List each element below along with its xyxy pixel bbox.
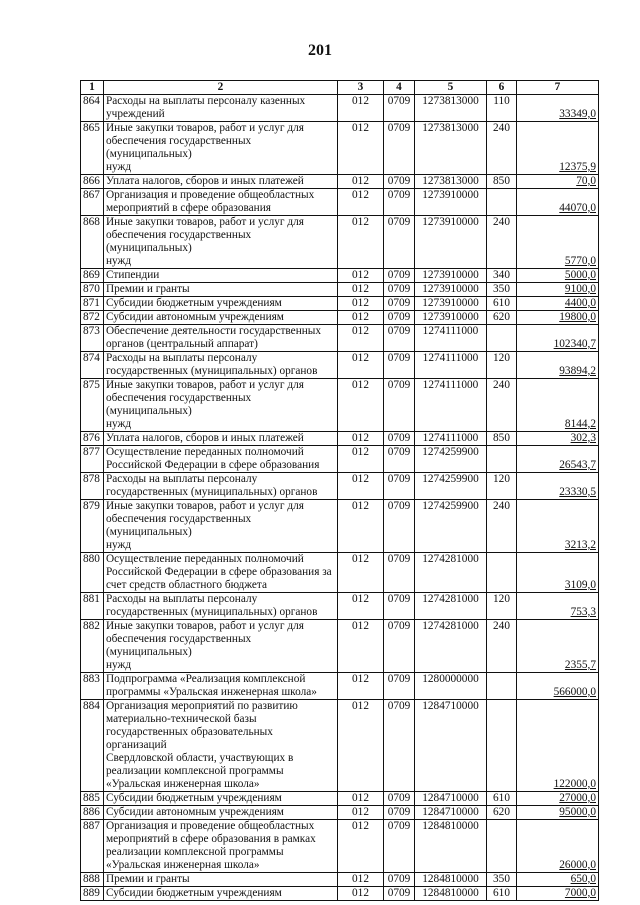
section-code-cell: 0709 bbox=[384, 216, 415, 269]
target-article-code-cell: 1273910000 bbox=[415, 269, 487, 283]
expense-type-code-cell: 350 bbox=[487, 873, 517, 887]
target-article-code-cell: 1274281000 bbox=[415, 620, 487, 673]
row-number-cell: 889 bbox=[81, 887, 104, 901]
amount-cell: 26543,7 bbox=[517, 446, 599, 473]
ministry-code-cell: 012 bbox=[338, 553, 384, 593]
description-cell: Расходы на выплаты персоналу казенных учреждений bbox=[104, 95, 338, 122]
ministry-code-cell: 012 bbox=[338, 887, 384, 901]
description-cell: Иные закупки товаров, работ и услуг для обеспечения государственных (муниципальных) нужд bbox=[104, 122, 338, 175]
section-code-cell: 0709 bbox=[384, 792, 415, 806]
ministry-code-cell: 012 bbox=[338, 189, 384, 216]
table-row bbox=[81, 446, 599, 473]
section-code-cell: 0709 bbox=[384, 95, 415, 122]
target-article-code-cell: 1273910000 bbox=[415, 216, 487, 269]
amount-cell: 70,0 bbox=[517, 175, 599, 189]
table-row bbox=[81, 297, 599, 311]
description-cell: Подпрограмма «Реализация комплексной программы «Уральская инженерная школа» bbox=[104, 673, 338, 700]
ministry-code-cell: 012 bbox=[338, 175, 384, 189]
amount-cell: 3109,0 bbox=[517, 553, 599, 593]
table-row bbox=[81, 122, 599, 175]
amount-cell: 302,3 bbox=[517, 432, 599, 446]
description-cell: Организация мероприятий по развитию материально-технической базы государственных образовательных организаций Свердловской области, участвующих в реализации комплексной программы «Уральская инженерная школа» bbox=[104, 700, 338, 792]
expense-type-code-cell bbox=[487, 446, 517, 473]
table-row bbox=[81, 269, 599, 283]
expense-type-code-cell: 610 bbox=[487, 887, 517, 901]
column-header-4: 4 bbox=[384, 81, 415, 95]
amount-cell: 27000,0 bbox=[517, 792, 599, 806]
expense-type-code-cell: 610 bbox=[487, 297, 517, 311]
expense-type-code-cell bbox=[487, 700, 517, 792]
section-code-cell: 0709 bbox=[384, 873, 415, 887]
amount-cell: 2355,7 bbox=[517, 620, 599, 673]
description-cell: Уплата налогов, сборов и иных платежей bbox=[104, 432, 338, 446]
section-code-cell: 0709 bbox=[384, 887, 415, 901]
table-row bbox=[81, 873, 599, 887]
section-code-cell: 0709 bbox=[384, 593, 415, 620]
description-cell: Осуществление переданных полномочий Российской Федерации в сфере образования за счет средств областного бюджета bbox=[104, 553, 338, 593]
target-article-code-cell: 1274281000 bbox=[415, 593, 487, 620]
description-cell: Расходы на выплаты персоналу государственных (муниципальных) органов bbox=[104, 593, 338, 620]
ministry-code-cell: 012 bbox=[338, 379, 384, 432]
column-header-1: 1 bbox=[81, 81, 104, 95]
description-cell: Премии и гранты bbox=[104, 283, 338, 297]
table-row bbox=[81, 352, 599, 379]
row-number-cell: 887 bbox=[81, 820, 104, 873]
description-cell: Иные закупки товаров, работ и услуг для обеспечения государственных (муниципальных) нужд bbox=[104, 216, 338, 269]
table-row bbox=[81, 189, 599, 216]
ministry-code-cell: 012 bbox=[338, 311, 384, 325]
row-number-cell: 868 bbox=[81, 216, 104, 269]
expense-type-code-cell bbox=[487, 820, 517, 873]
section-code-cell: 0709 bbox=[384, 352, 415, 379]
ministry-code-cell: 012 bbox=[338, 673, 384, 700]
amount-cell: 23330,5 bbox=[517, 473, 599, 500]
expense-type-code-cell bbox=[487, 673, 517, 700]
ministry-code-cell: 012 bbox=[338, 297, 384, 311]
section-code-cell: 0709 bbox=[384, 473, 415, 500]
ministry-code-cell: 012 bbox=[338, 500, 384, 553]
description-cell: Субсидии бюджетным учреждениям bbox=[104, 792, 338, 806]
ministry-code-cell: 012 bbox=[338, 473, 384, 500]
target-article-code-cell: 1274111000 bbox=[415, 379, 487, 432]
section-code-cell: 0709 bbox=[384, 379, 415, 432]
section-code-cell: 0709 bbox=[384, 820, 415, 873]
expense-type-code-cell: 350 bbox=[487, 283, 517, 297]
target-article-code-cell: 1284810000 bbox=[415, 887, 487, 901]
ministry-code-cell: 012 bbox=[338, 325, 384, 352]
amount-cell: 44070,0 bbox=[517, 189, 599, 216]
target-article-code-cell: 1273813000 bbox=[415, 122, 487, 175]
table-row bbox=[81, 792, 599, 806]
ministry-code-cell: 012 bbox=[338, 283, 384, 297]
amount-cell: 93894,2 bbox=[517, 352, 599, 379]
amount-cell: 95000,0 bbox=[517, 806, 599, 820]
amount-cell: 12375,9 bbox=[517, 122, 599, 175]
expense-type-code-cell: 620 bbox=[487, 806, 517, 820]
expense-type-code-cell bbox=[487, 553, 517, 593]
table-row bbox=[81, 593, 599, 620]
description-cell: Субсидии автономным учреждениям bbox=[104, 806, 338, 820]
description-cell: Расходы на выплаты персоналу государственных (муниципальных) органов bbox=[104, 473, 338, 500]
ministry-code-cell: 012 bbox=[338, 269, 384, 283]
table-row bbox=[81, 325, 599, 352]
target-article-code-cell: 1280000000 bbox=[415, 673, 487, 700]
section-code-cell: 0709 bbox=[384, 620, 415, 673]
target-article-code-cell: 1284710000 bbox=[415, 792, 487, 806]
expense-type-code-cell: 110 bbox=[487, 95, 517, 122]
target-article-code-cell: 1274281000 bbox=[415, 553, 487, 593]
ministry-code-cell: 012 bbox=[338, 216, 384, 269]
description-cell: Организация и проведение общеобластных мероприятий в сфере образования bbox=[104, 189, 338, 216]
row-number-cell: 864 bbox=[81, 95, 104, 122]
column-header-7: 7 bbox=[517, 81, 599, 95]
description-cell: Субсидии бюджетным учреждениям bbox=[104, 297, 338, 311]
row-number-cell: 879 bbox=[81, 500, 104, 553]
row-number-cell: 886 bbox=[81, 806, 104, 820]
amount-cell: 566000,0 bbox=[517, 673, 599, 700]
target-article-code-cell: 1273910000 bbox=[415, 189, 487, 216]
row-number-cell: 867 bbox=[81, 189, 104, 216]
target-article-code-cell: 1273813000 bbox=[415, 95, 487, 122]
expense-type-code-cell: 240 bbox=[487, 216, 517, 269]
section-code-cell: 0709 bbox=[384, 269, 415, 283]
row-number-cell: 880 bbox=[81, 553, 104, 593]
target-article-code-cell: 1284710000 bbox=[415, 700, 487, 792]
row-number-cell: 876 bbox=[81, 432, 104, 446]
table-row bbox=[81, 673, 599, 700]
amount-cell: 19800,0 bbox=[517, 311, 599, 325]
expense-type-code-cell bbox=[487, 189, 517, 216]
target-article-code-cell: 1274259900 bbox=[415, 446, 487, 473]
target-article-code-cell: 1274111000 bbox=[415, 325, 487, 352]
description-cell: Субсидии бюджетным учреждениям bbox=[104, 887, 338, 901]
section-code-cell: 0709 bbox=[384, 297, 415, 311]
table-row bbox=[81, 175, 599, 189]
section-code-cell: 0709 bbox=[384, 122, 415, 175]
row-number-cell: 881 bbox=[81, 593, 104, 620]
description-cell: Осуществление переданных полномочий Российской Федерации в сфере образования bbox=[104, 446, 338, 473]
description-cell: Стипендии bbox=[104, 269, 338, 283]
table-row bbox=[81, 887, 599, 901]
row-number-cell: 877 bbox=[81, 446, 104, 473]
target-article-code-cell: 1284810000 bbox=[415, 873, 487, 887]
ministry-code-cell: 012 bbox=[338, 593, 384, 620]
section-code-cell: 0709 bbox=[384, 500, 415, 553]
target-article-code-cell: 1274259900 bbox=[415, 500, 487, 553]
section-code-cell: 0709 bbox=[384, 806, 415, 820]
description-cell: Иные закупки товаров, работ и услуг для обеспечения государственных (муниципальных) нужд bbox=[104, 500, 338, 553]
column-header-5: 5 bbox=[415, 81, 487, 95]
expense-type-code-cell: 240 bbox=[487, 379, 517, 432]
section-code-cell: 0709 bbox=[384, 189, 415, 216]
table-row bbox=[81, 379, 599, 432]
table-row bbox=[81, 473, 599, 500]
description-cell: Расходы на выплаты персоналу государственных (муниципальных) органов bbox=[104, 352, 338, 379]
description-cell: Иные закупки товаров, работ и услуг для обеспечения государственных (муниципальных) нужд bbox=[104, 620, 338, 673]
description-cell: Субсидии автономным учреждениям bbox=[104, 311, 338, 325]
table-row bbox=[81, 620, 599, 673]
expense-type-code-cell: 120 bbox=[487, 593, 517, 620]
description-cell: Организация и проведение общеобластных мероприятий в сфере образования в рамках реализации комплексной программы «Уральская инженерная школа» bbox=[104, 820, 338, 873]
expense-type-code-cell: 240 bbox=[487, 500, 517, 553]
target-article-code-cell: 1274111000 bbox=[415, 432, 487, 446]
section-code-cell: 0709 bbox=[384, 553, 415, 593]
ministry-code-cell: 012 bbox=[338, 446, 384, 473]
ministry-code-cell: 012 bbox=[338, 873, 384, 887]
row-number-cell: 865 bbox=[81, 122, 104, 175]
page-number: 201 bbox=[308, 42, 332, 59]
table-row bbox=[81, 700, 599, 792]
column-header-6: 6 bbox=[487, 81, 517, 95]
section-code-cell: 0709 bbox=[384, 673, 415, 700]
row-number-cell: 870 bbox=[81, 283, 104, 297]
amount-cell: 33349,0 bbox=[517, 95, 599, 122]
target-article-code-cell: 1273910000 bbox=[415, 311, 487, 325]
row-number-cell: 866 bbox=[81, 175, 104, 189]
ministry-code-cell: 012 bbox=[338, 122, 384, 175]
expense-type-code-cell: 340 bbox=[487, 269, 517, 283]
row-number-cell: 882 bbox=[81, 620, 104, 673]
row-number-cell: 878 bbox=[81, 473, 104, 500]
table-row bbox=[81, 216, 599, 269]
row-number-cell: 883 bbox=[81, 673, 104, 700]
table-row bbox=[81, 806, 599, 820]
row-number-cell: 884 bbox=[81, 700, 104, 792]
amount-cell: 4400,0 bbox=[517, 297, 599, 311]
expense-type-code-cell: 850 bbox=[487, 175, 517, 189]
ministry-code-cell: 012 bbox=[338, 700, 384, 792]
expense-type-code-cell: 240 bbox=[487, 122, 517, 175]
expense-type-code-cell: 850 bbox=[487, 432, 517, 446]
header-row bbox=[81, 81, 599, 95]
target-article-code-cell: 1274111000 bbox=[415, 352, 487, 379]
section-code-cell: 0709 bbox=[384, 283, 415, 297]
row-number-cell: 885 bbox=[81, 792, 104, 806]
table-row bbox=[81, 95, 599, 122]
ministry-code-cell: 012 bbox=[338, 792, 384, 806]
section-code-cell: 0709 bbox=[384, 446, 415, 473]
ministry-code-cell: 012 bbox=[338, 95, 384, 122]
section-code-cell: 0709 bbox=[384, 325, 415, 352]
amount-cell: 122000,0 bbox=[517, 700, 599, 792]
expense-type-code-cell bbox=[487, 325, 517, 352]
description-cell: Иные закупки товаров, работ и услуг для обеспечения государственных (муниципальных) нужд bbox=[104, 379, 338, 432]
target-article-code-cell: 1274259900 bbox=[415, 473, 487, 500]
target-article-code-cell: 1273813000 bbox=[415, 175, 487, 189]
expense-type-code-cell: 120 bbox=[487, 352, 517, 379]
ministry-code-cell: 012 bbox=[338, 432, 384, 446]
table-row bbox=[81, 311, 599, 325]
amount-cell: 9100,0 bbox=[517, 283, 599, 297]
row-number-cell: 872 bbox=[81, 311, 104, 325]
amount-cell: 3213,2 bbox=[517, 500, 599, 553]
row-number-cell: 871 bbox=[81, 297, 104, 311]
amount-cell: 102340,7 bbox=[517, 325, 599, 352]
description-cell: Обеспечение деятельности государственных органов (центральный аппарат) bbox=[104, 325, 338, 352]
budget-table bbox=[80, 80, 599, 901]
section-code-cell: 0709 bbox=[384, 311, 415, 325]
table-row bbox=[81, 820, 599, 873]
expense-type-code-cell: 610 bbox=[487, 792, 517, 806]
table-row bbox=[81, 553, 599, 593]
table-row bbox=[81, 500, 599, 553]
ministry-code-cell: 012 bbox=[338, 820, 384, 873]
amount-cell: 650,0 bbox=[517, 873, 599, 887]
target-article-code-cell: 1273910000 bbox=[415, 297, 487, 311]
column-header-3: 3 bbox=[338, 81, 384, 95]
ministry-code-cell: 012 bbox=[338, 352, 384, 379]
expense-type-code-cell: 620 bbox=[487, 311, 517, 325]
expense-type-code-cell: 240 bbox=[487, 620, 517, 673]
table-row bbox=[81, 432, 599, 446]
description-cell: Уплата налогов, сборов и иных платежей bbox=[104, 175, 338, 189]
row-number-cell: 874 bbox=[81, 352, 104, 379]
amount-cell: 26000,0 bbox=[517, 820, 599, 873]
amount-cell: 753,3 bbox=[517, 593, 599, 620]
target-article-code-cell: 1273910000 bbox=[415, 283, 487, 297]
target-article-code-cell: 1284810000 bbox=[415, 820, 487, 873]
column-header-2: 2 bbox=[104, 81, 338, 95]
target-article-code-cell: 1284710000 bbox=[415, 806, 487, 820]
amount-cell: 5000,0 bbox=[517, 269, 599, 283]
ministry-code-cell: 012 bbox=[338, 620, 384, 673]
amount-cell: 5770,0 bbox=[517, 216, 599, 269]
expense-type-code-cell: 120 bbox=[487, 473, 517, 500]
amount-cell: 7000,0 bbox=[517, 887, 599, 901]
amount-cell: 8144,2 bbox=[517, 379, 599, 432]
description-cell: Премии и гранты bbox=[104, 873, 338, 887]
section-code-cell: 0709 bbox=[384, 432, 415, 446]
section-code-cell: 0709 bbox=[384, 700, 415, 792]
row-number-cell: 873 bbox=[81, 325, 104, 352]
table-row bbox=[81, 283, 599, 297]
row-number-cell: 875 bbox=[81, 379, 104, 432]
row-number-cell: 869 bbox=[81, 269, 104, 283]
section-code-cell: 0709 bbox=[384, 175, 415, 189]
row-number-cell: 888 bbox=[81, 873, 104, 887]
ministry-code-cell: 012 bbox=[338, 806, 384, 820]
